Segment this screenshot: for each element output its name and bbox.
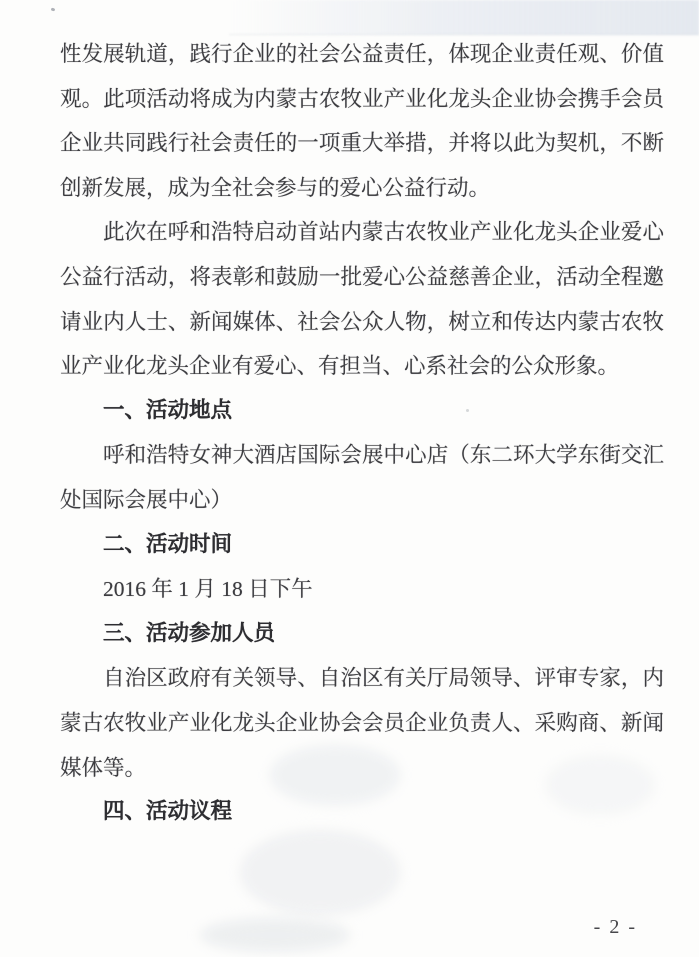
scan-smudge <box>240 830 400 915</box>
section-heading-participants: 三、活动参加人员 <box>103 620 276 646</box>
document-body <box>60 32 664 835</box>
scan-shadow-top-right <box>229 0 699 35</box>
paragraph-location: 呼和浩特女神大酒店国际会展中心店（东二环大学东街交汇处国际会展中心） <box>60 443 664 512</box>
section-heading-location: 一、活动地点 <box>103 397 233 423</box>
paragraph-continuation: 性发展轨道，践行企业的社会公益责任，体现企业责任观、价值观。此项活动将成为内蒙古农牧业产业化龙头企业协会携手会员企业共同践行社会责任的一项重大举措，并将以此为契机，不断创新发展，成为全社会参与的爱心公益行动。 <box>60 42 664 200</box>
paragraph-event-overview: 此次在呼和浩特启动首站内蒙古农牧业产业化龙头企业爱心公益行活动，将表彰和鼓励一批爱心公益慈善企业，活动全程邀请业内人士、新闻媒体、社会公众人物，树立和传达内蒙古农牧业产业化龙头企业有爱心、有担当、心系社会的公众形象。 <box>60 220 664 379</box>
section-heading-agenda: 四、活动议程 <box>103 799 233 825</box>
page-number: - 2 - <box>593 916 637 938</box>
paragraph-time: 2016 年 1 月 18 日下午 <box>103 577 313 602</box>
paragraph-participants: 自治区政府有关领导、自治区有关厅局领导、评审专家，内蒙古农牧业产业化龙头企业协会会员企业负责人、采购商、新闻媒体等。 <box>60 666 664 780</box>
scan-smudge <box>200 918 350 952</box>
scan-speck <box>51 7 56 11</box>
section-heading-time: 二、活动时间 <box>103 531 233 557</box>
